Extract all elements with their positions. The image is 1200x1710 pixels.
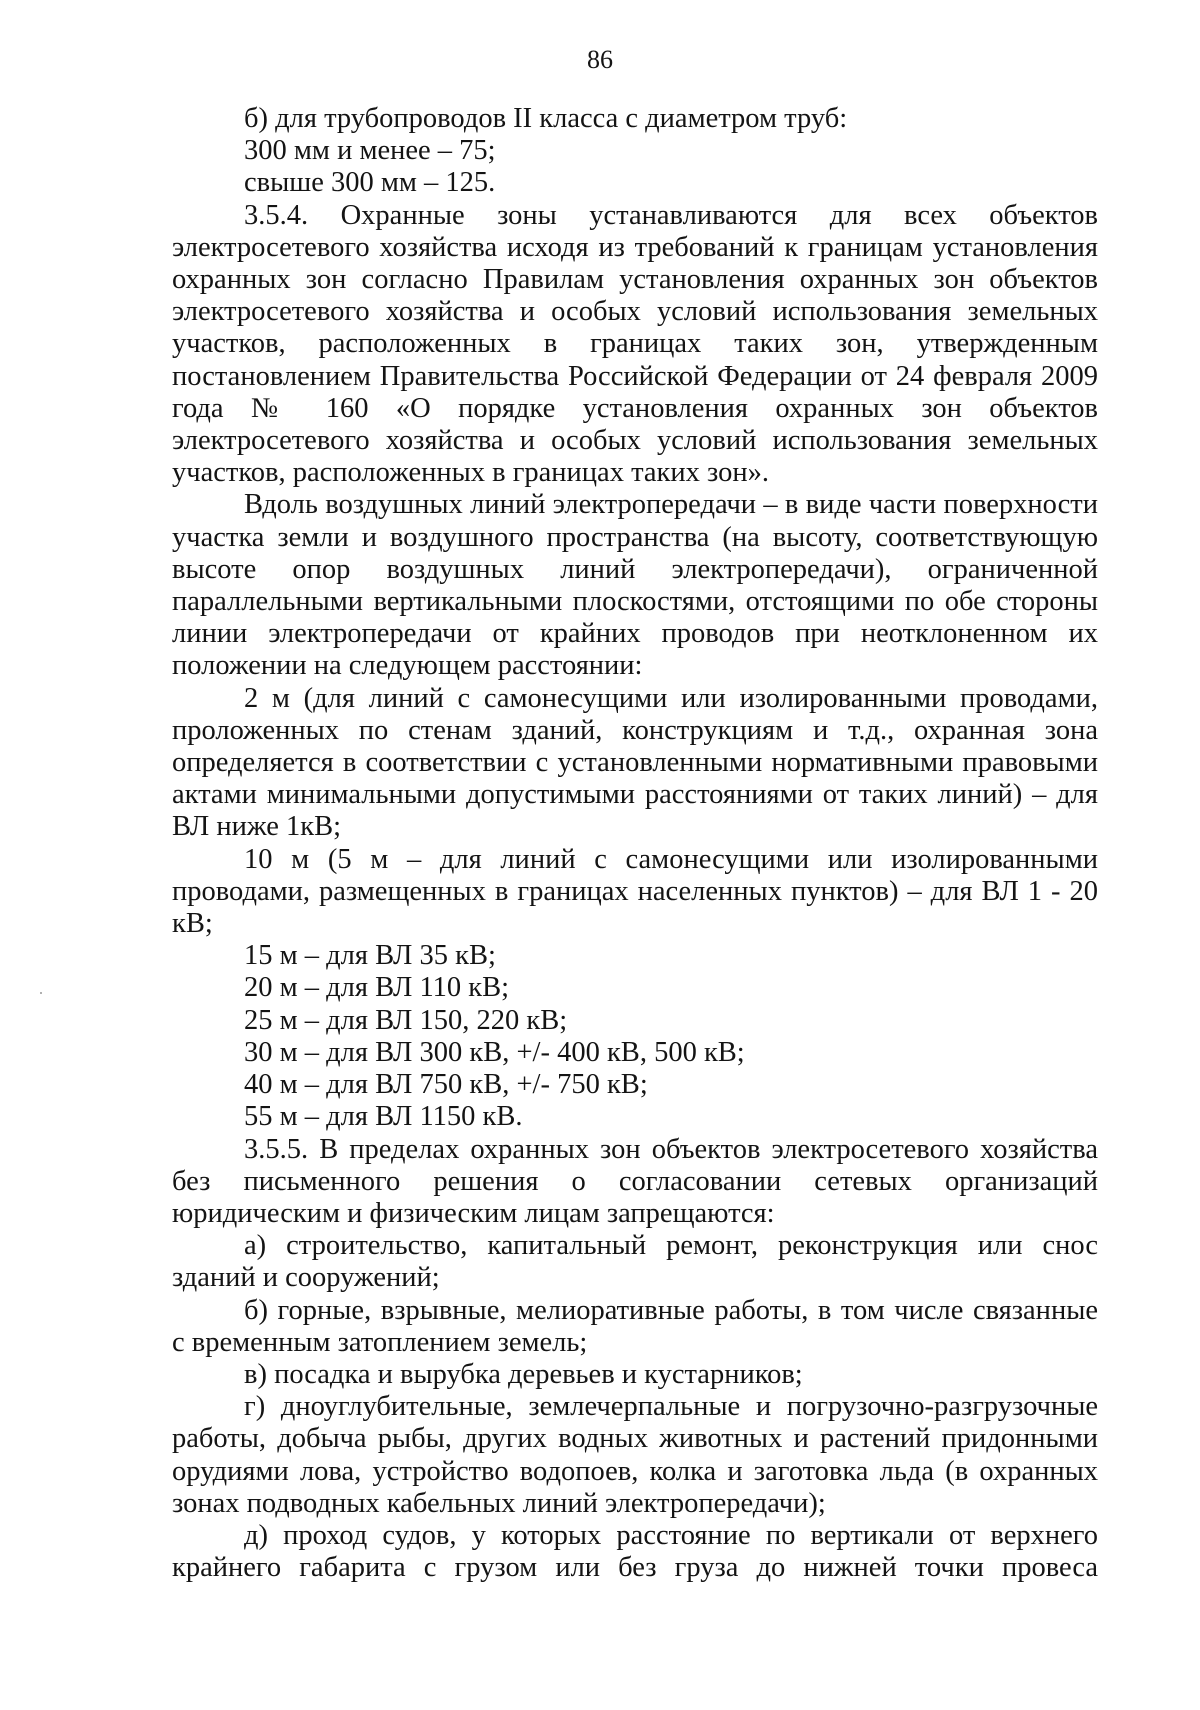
paragraph-40m-750kv: 40 м – для ВЛ 750 кВ, +/- 750 кВ; (244, 1069, 648, 1101)
paragraph-15m-35kv: 15 м – для ВЛ 35 кВ; (244, 940, 496, 972)
paragraph-diameter-300-less: 300 мм и менее – 75; (244, 135, 496, 167)
paragraph-item-d-vessels: д) проход судов, у которых расстояние по вертикали от верхнего крайнего габарита с грузом или без груза до нижней точки провеса (172, 1519, 1098, 1584)
scan-artifact-dot (40, 992, 42, 994)
page-number: 86 (587, 45, 613, 74)
paragraph-diameter-over-300: свыше 300 мм – 125. (244, 167, 496, 199)
paragraph-item-v-trees: в) посадка и вырубка деревьев и кустарников; (244, 1358, 803, 1390)
paragraph-25m-150-220kv: 25 м – для ВЛ 150, 220 кВ; (244, 1004, 568, 1036)
paragraph-55m-1150kv: 55 м – для ВЛ 1150 кВ. (244, 1101, 523, 1133)
paragraph-item-g-dredging: г) дноуглубительные, землечерпальные и погрузочно-разгрузочные работы, добыча рыбы, других водных животных и растений придонными орудиями лова, устройство водопоев, колка и заготовка льда (в охранных зонах подводных кабельных линий электропередачи); (172, 1391, 1098, 1519)
paragraph-section-3-5-4: 3.5.4. Охранные зоны устанавливаются для всех объектов электросетевого хозяйства исходя из требований к границам установления охранных зон согласно Правилам установления охранных зон объектов электросетевого хозяйства и особых условий использования земельных участков, расположенных в границах таких зон, утвержденным постановлением Правительства Российской Федерации от 24 февраля 2009 года № 160 «О порядке установления охранных зон объектов электросетевого хозяйства и особых условий использования земельных участков, расположенных в границах таких зон». (172, 199, 1098, 489)
paragraph-section-3-5-5: 3.5.5. В пределах охранных зон объектов электросетевого хозяйства без письменного решения о согласовании сетевых организаций юридическим и физическим лицам запрещаются: (172, 1133, 1098, 1229)
paragraph-2m-below-1kv: 2 м (для линий с самонесущими или изолированными проводами, проложенных по стенам зданий, конструкциям и т.д., охранная зона определяется в соответствии с установленными нормативными правовыми актами минимальными допустимыми расстояниями от таких линий) – для ВЛ ниже 1кВ; (172, 682, 1098, 843)
paragraph-30m-300-500kv: 30 м – для ВЛ 300 кВ, +/- 400 кВ, 500 кВ; (244, 1036, 745, 1068)
paragraph-overhead-lines: Вдоль воздушных линий электропередачи – в виде части поверхности участка земли и воздушного пространства (на высоту, соответствующую высоте опор воздушных линий электропередачи), ограниченной параллельными вертикальными плоскостями, отстоящими по обе стороны линии электропередачи от крайних проводов при неотклоненном их положении на следующем расстоянии: (172, 489, 1098, 682)
paragraph-10m-1-20kv: 10 м (5 м – для линий с самонесущими или изолированными проводами, размещенных в границах населенных пунктов) – для ВЛ 1 - 20 кВ; (172, 843, 1098, 940)
paragraph-item-b-mining: б) горные, взрывные, мелиоративные работы, в том числе связанные с временным затоплением земель; (172, 1294, 1098, 1358)
paragraph-item-b-class-ii: б) для трубопроводов II класса с диаметром труб: (244, 103, 848, 134)
paragraph-20m-110kv: 20 м – для ВЛ 110 кВ; (244, 972, 510, 1004)
paragraph-item-a-construction: а) строительство, капитальный ремонт, реконструкция или снос зданий и сооружений; (172, 1230, 1098, 1294)
document-body (172, 103, 1098, 1584)
